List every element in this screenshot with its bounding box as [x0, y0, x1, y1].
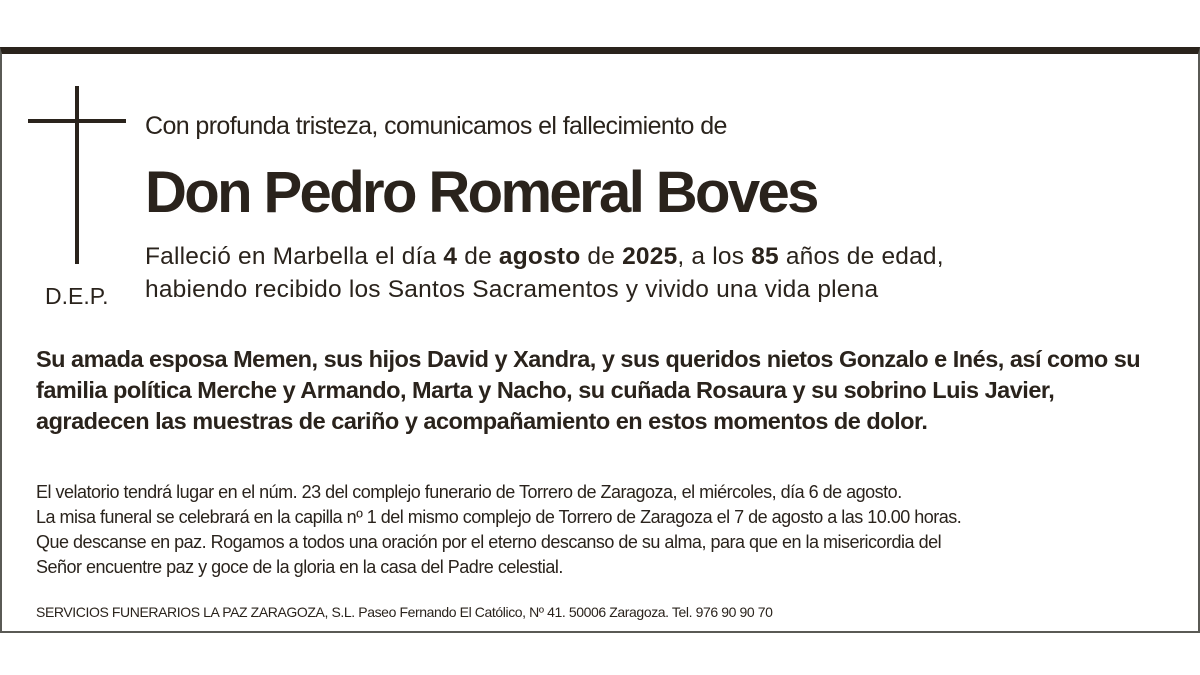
- death-age: 85: [751, 243, 779, 270]
- cross-horizontal-bar: [28, 119, 126, 123]
- death-month: agosto: [498, 243, 581, 270]
- death-text: , a los: [677, 243, 752, 270]
- death-day: 4: [443, 243, 458, 270]
- death-line-1: [145, 240, 944, 273]
- family-message: Su amada esposa Memen, sus hijos David y Xandra, y sus queridos nietos Gonzalo e Inés, así como su familia política Merche y Armando, Marta y Nacho, su cuñada Rosaura y su sobrino Luis Javier, agradecen las muestras de cariño y acompañamiento en estos momentos de dolor.: [36, 346, 1141, 434]
- deceased-name: Don Pedro Romeral Boves: [145, 160, 817, 225]
- death-line-2: habiendo recibido los Santos Sacramentos y vivido una vida plena: [145, 276, 879, 303]
- details-line: La misa funeral se celebrará en la capilla nº 1 del mismo complejo de Torrero de Zaragoza el 7 de agosto a las 10.00 horas.: [36, 507, 962, 527]
- cross-vertical-bar: [75, 86, 79, 264]
- death-year: 2025: [622, 243, 678, 270]
- details-line: Señor encuentre paz y goce de la gloria en la casa del Padre celestial.: [36, 557, 563, 577]
- death-text: de: [580, 243, 623, 270]
- death-text: Falleció en Marbella el día: [145, 243, 444, 270]
- service-details: [36, 480, 1186, 580]
- death-text: de: [457, 243, 499, 270]
- details-line: Que descanse en paz. Rogamos a todos una oración por el eterno descanso de su alma, para que en la misericordia del: [36, 532, 942, 552]
- funeral-home-footer: SERVICIOS FUNERARIOS LA PAZ ZARAGOZA, S.L. Paseo Fernando El Católico, Nº 41. 50006 Zaragoza. Tel. 976 90 90 70: [36, 604, 773, 620]
- intro-text: Con profunda tristeza, comunicamos el fallecimiento de: [145, 112, 727, 140]
- death-text: años de edad,: [778, 243, 944, 270]
- details-line: El velatorio tendrá lugar en el núm. 23 del complejo funerario de Torrero de Zaragoza, el miércoles, día 6 de agosto.: [36, 482, 902, 502]
- dep-label: D.E.P.: [45, 283, 109, 309]
- death-details: [145, 240, 944, 306]
